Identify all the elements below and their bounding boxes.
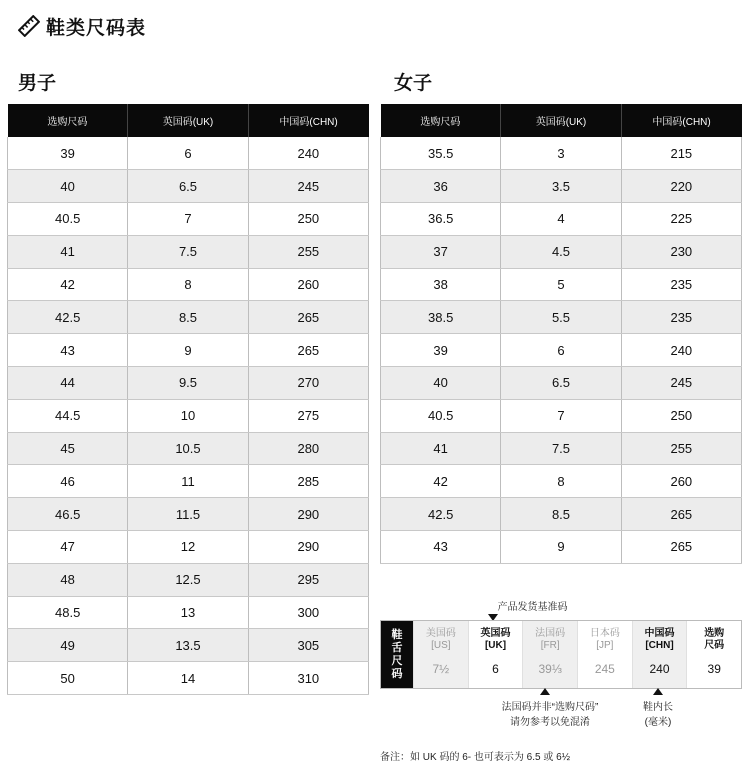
table-cell: 285 xyxy=(248,465,368,498)
table-cell: 12.5 xyxy=(128,563,248,596)
table-row xyxy=(381,137,742,170)
table-cell: 6 xyxy=(501,334,621,367)
table-row xyxy=(381,531,742,564)
table-cell: 46.5 xyxy=(8,498,128,531)
reference-size-box xyxy=(380,620,742,689)
table-row xyxy=(8,268,369,301)
header xyxy=(18,12,146,40)
ref-head: 中国码 xyxy=(644,628,675,639)
column-header: 中国码(CHN) xyxy=(248,104,368,137)
table-row xyxy=(8,235,369,268)
table-cell: 260 xyxy=(248,268,368,301)
table-cell: 245 xyxy=(248,170,368,203)
reference-column-jp xyxy=(577,621,632,688)
tongue-size-label xyxy=(381,621,413,688)
table-row xyxy=(381,399,742,432)
ref-subhead: [JP] xyxy=(596,640,614,651)
table-cell: 40 xyxy=(8,170,128,203)
arrow-up-icon xyxy=(653,688,663,695)
ref-head: 法国码 xyxy=(535,628,566,639)
label-char: 鞋 xyxy=(391,628,403,641)
table-cell: 12 xyxy=(128,531,248,564)
arrow-up-icon xyxy=(540,688,550,695)
ruler-icon xyxy=(18,15,40,37)
table-cell: 300 xyxy=(248,596,368,629)
table-cell: 240 xyxy=(248,137,368,170)
table-cell: 3.5 xyxy=(501,170,621,203)
table-cell: 11 xyxy=(128,465,248,498)
table-cell: 295 xyxy=(248,563,368,596)
table-cell: 43 xyxy=(8,334,128,367)
table-row xyxy=(8,137,369,170)
table-cell: 265 xyxy=(621,498,741,531)
table-cell: 14 xyxy=(128,662,248,695)
table-cell: 9.5 xyxy=(128,367,248,400)
reference-column-fr xyxy=(522,621,577,688)
table-cell: 48.5 xyxy=(8,596,128,629)
ref-value: 245 xyxy=(594,662,615,676)
table-cell: 215 xyxy=(621,137,741,170)
ref-subhead: 尺码 xyxy=(704,640,725,651)
table-cell: 4 xyxy=(501,203,621,236)
ref-value: 39⅓ xyxy=(538,662,562,676)
table-row xyxy=(381,334,742,367)
table-cell: 270 xyxy=(248,367,368,400)
table-cell: 6.5 xyxy=(128,170,248,203)
table-cell: 37 xyxy=(381,235,501,268)
table-cell: 38.5 xyxy=(381,301,501,334)
table-cell: 305 xyxy=(248,629,368,662)
note-line: 鞋内长 xyxy=(643,702,673,713)
table-cell: 41 xyxy=(8,235,128,268)
table-row xyxy=(8,301,369,334)
label-char: 尺 xyxy=(391,654,403,667)
table-cell: 250 xyxy=(248,203,368,236)
table-cell: 8 xyxy=(501,465,621,498)
table-cell: 42.5 xyxy=(381,498,501,531)
footer-note: 备注：如 UK 码的 6- 也可表示为 6.5 或 6½ xyxy=(380,752,571,763)
table-cell: 41 xyxy=(381,432,501,465)
table-cell: 6 xyxy=(128,137,248,170)
table-cell: 10.5 xyxy=(128,432,248,465)
table-cell: 255 xyxy=(621,432,741,465)
table-row xyxy=(381,367,742,400)
table-row xyxy=(8,531,369,564)
table-cell: 44.5 xyxy=(8,399,128,432)
table-cell: 260 xyxy=(621,465,741,498)
ref-head: 英国码 xyxy=(480,628,511,639)
table-cell: 265 xyxy=(248,301,368,334)
table-cell: 40.5 xyxy=(381,399,501,432)
column-header: 选购尺码 xyxy=(381,104,501,137)
table-row xyxy=(8,563,369,596)
table-cell: 8.5 xyxy=(128,301,248,334)
table-cell: 13.5 xyxy=(128,629,248,662)
table-row xyxy=(8,432,369,465)
table-cell: 245 xyxy=(621,367,741,400)
table-cell: 265 xyxy=(248,334,368,367)
table-header-row xyxy=(8,104,369,137)
table-row xyxy=(8,596,369,629)
reference-column-purchase xyxy=(686,621,741,688)
table-cell: 8.5 xyxy=(501,498,621,531)
ref-head: 选购 xyxy=(704,628,725,639)
table-row xyxy=(8,662,369,695)
ref-subhead: [CHN] xyxy=(645,640,674,651)
ref-head: 日本码 xyxy=(589,628,620,639)
table-cell: 265 xyxy=(621,531,741,564)
reference-title: 产品发货基准码 xyxy=(497,602,568,613)
ref-subhead: [US] xyxy=(431,640,451,651)
label-char: 舌 xyxy=(391,641,403,654)
table-cell: 38 xyxy=(381,268,501,301)
table-cell: 40.5 xyxy=(8,203,128,236)
men-size-table xyxy=(7,104,369,695)
table-row xyxy=(8,334,369,367)
table-cell: 5 xyxy=(501,268,621,301)
table-cell: 13 xyxy=(128,596,248,629)
table-row xyxy=(381,465,742,498)
table-row xyxy=(8,399,369,432)
table-cell: 8 xyxy=(128,268,248,301)
table-row xyxy=(381,268,742,301)
table-cell: 7.5 xyxy=(501,432,621,465)
table-cell: 9 xyxy=(128,334,248,367)
label-char: 码 xyxy=(391,667,403,680)
page-title: 鞋类尺码表 xyxy=(46,17,147,39)
table-cell: 49 xyxy=(8,629,128,662)
table-cell: 310 xyxy=(248,662,368,695)
table-cell: 48 xyxy=(8,563,128,596)
table-cell: 9 xyxy=(501,531,621,564)
table-cell: 220 xyxy=(621,170,741,203)
table-cell: 6.5 xyxy=(501,367,621,400)
reference-column-uk xyxy=(468,621,523,688)
fr-code-note xyxy=(480,700,620,730)
chn-code-note xyxy=(628,700,688,730)
table-cell: 255 xyxy=(248,235,368,268)
ref-value: 240 xyxy=(649,662,670,676)
table-row xyxy=(8,498,369,531)
table-cell: 290 xyxy=(248,498,368,531)
note-line: 请勿参考以免混淆 xyxy=(510,717,590,728)
table-cell: 40 xyxy=(381,367,501,400)
reference-column-chn xyxy=(632,621,687,688)
table-row xyxy=(381,170,742,203)
table-row xyxy=(381,301,742,334)
table-cell: 280 xyxy=(248,432,368,465)
table-cell: 290 xyxy=(248,531,368,564)
column-header: 选购尺码 xyxy=(8,104,128,137)
table-row xyxy=(381,498,742,531)
table-cell: 45 xyxy=(8,432,128,465)
table-row xyxy=(8,203,369,236)
table-cell: 11.5 xyxy=(128,498,248,531)
women-size-table xyxy=(380,104,742,564)
men-section-title: 男子 xyxy=(18,73,57,94)
table-row xyxy=(8,629,369,662)
column-header: 英国码(UK) xyxy=(501,104,621,137)
table-cell: 36 xyxy=(381,170,501,203)
column-header: 英国码(UK) xyxy=(128,104,248,137)
table-row xyxy=(381,432,742,465)
table-cell: 235 xyxy=(621,268,741,301)
table-cell: 42.5 xyxy=(8,301,128,334)
table-cell: 275 xyxy=(248,399,368,432)
table-row xyxy=(8,367,369,400)
women-section-title: 女子 xyxy=(394,73,433,94)
table-cell: 47 xyxy=(8,531,128,564)
table-cell: 10 xyxy=(128,399,248,432)
table-cell: 42 xyxy=(8,268,128,301)
table-cell: 225 xyxy=(621,203,741,236)
table-cell: 240 xyxy=(621,334,741,367)
ref-subhead: [FR] xyxy=(540,640,560,651)
table-cell: 7 xyxy=(128,203,248,236)
table-row xyxy=(381,203,742,236)
table-cell: 50 xyxy=(8,662,128,695)
ref-value: 39 xyxy=(707,662,721,676)
table-cell: 43 xyxy=(381,531,501,564)
note-line: (毫米) xyxy=(644,717,672,728)
table-row xyxy=(381,235,742,268)
table-cell: 39 xyxy=(8,137,128,170)
table-cell: 35.5 xyxy=(381,137,501,170)
table-header-row xyxy=(381,104,742,137)
table-cell: 3 xyxy=(501,137,621,170)
table-cell: 230 xyxy=(621,235,741,268)
ref-subhead: [UK] xyxy=(484,640,507,651)
table-cell: 42 xyxy=(381,465,501,498)
table-cell: 44 xyxy=(8,367,128,400)
ref-value: 7½ xyxy=(432,662,450,676)
ref-head: 美国码 xyxy=(425,628,456,639)
table-cell: 7 xyxy=(501,399,621,432)
note-line: 法国码并非“选购尺码” xyxy=(501,702,599,713)
table-cell: 5.5 xyxy=(501,301,621,334)
table-cell: 250 xyxy=(621,399,741,432)
table-cell: 235 xyxy=(621,301,741,334)
table-cell: 39 xyxy=(381,334,501,367)
table-cell: 4.5 xyxy=(501,235,621,268)
column-header: 中国码(CHN) xyxy=(621,104,741,137)
table-row xyxy=(8,465,369,498)
reference-column-us xyxy=(413,621,468,688)
ref-value: 6 xyxy=(492,662,499,676)
table-row xyxy=(8,170,369,203)
table-cell: 7.5 xyxy=(128,235,248,268)
table-cell: 46 xyxy=(8,465,128,498)
table-cell: 36.5 xyxy=(381,203,501,236)
